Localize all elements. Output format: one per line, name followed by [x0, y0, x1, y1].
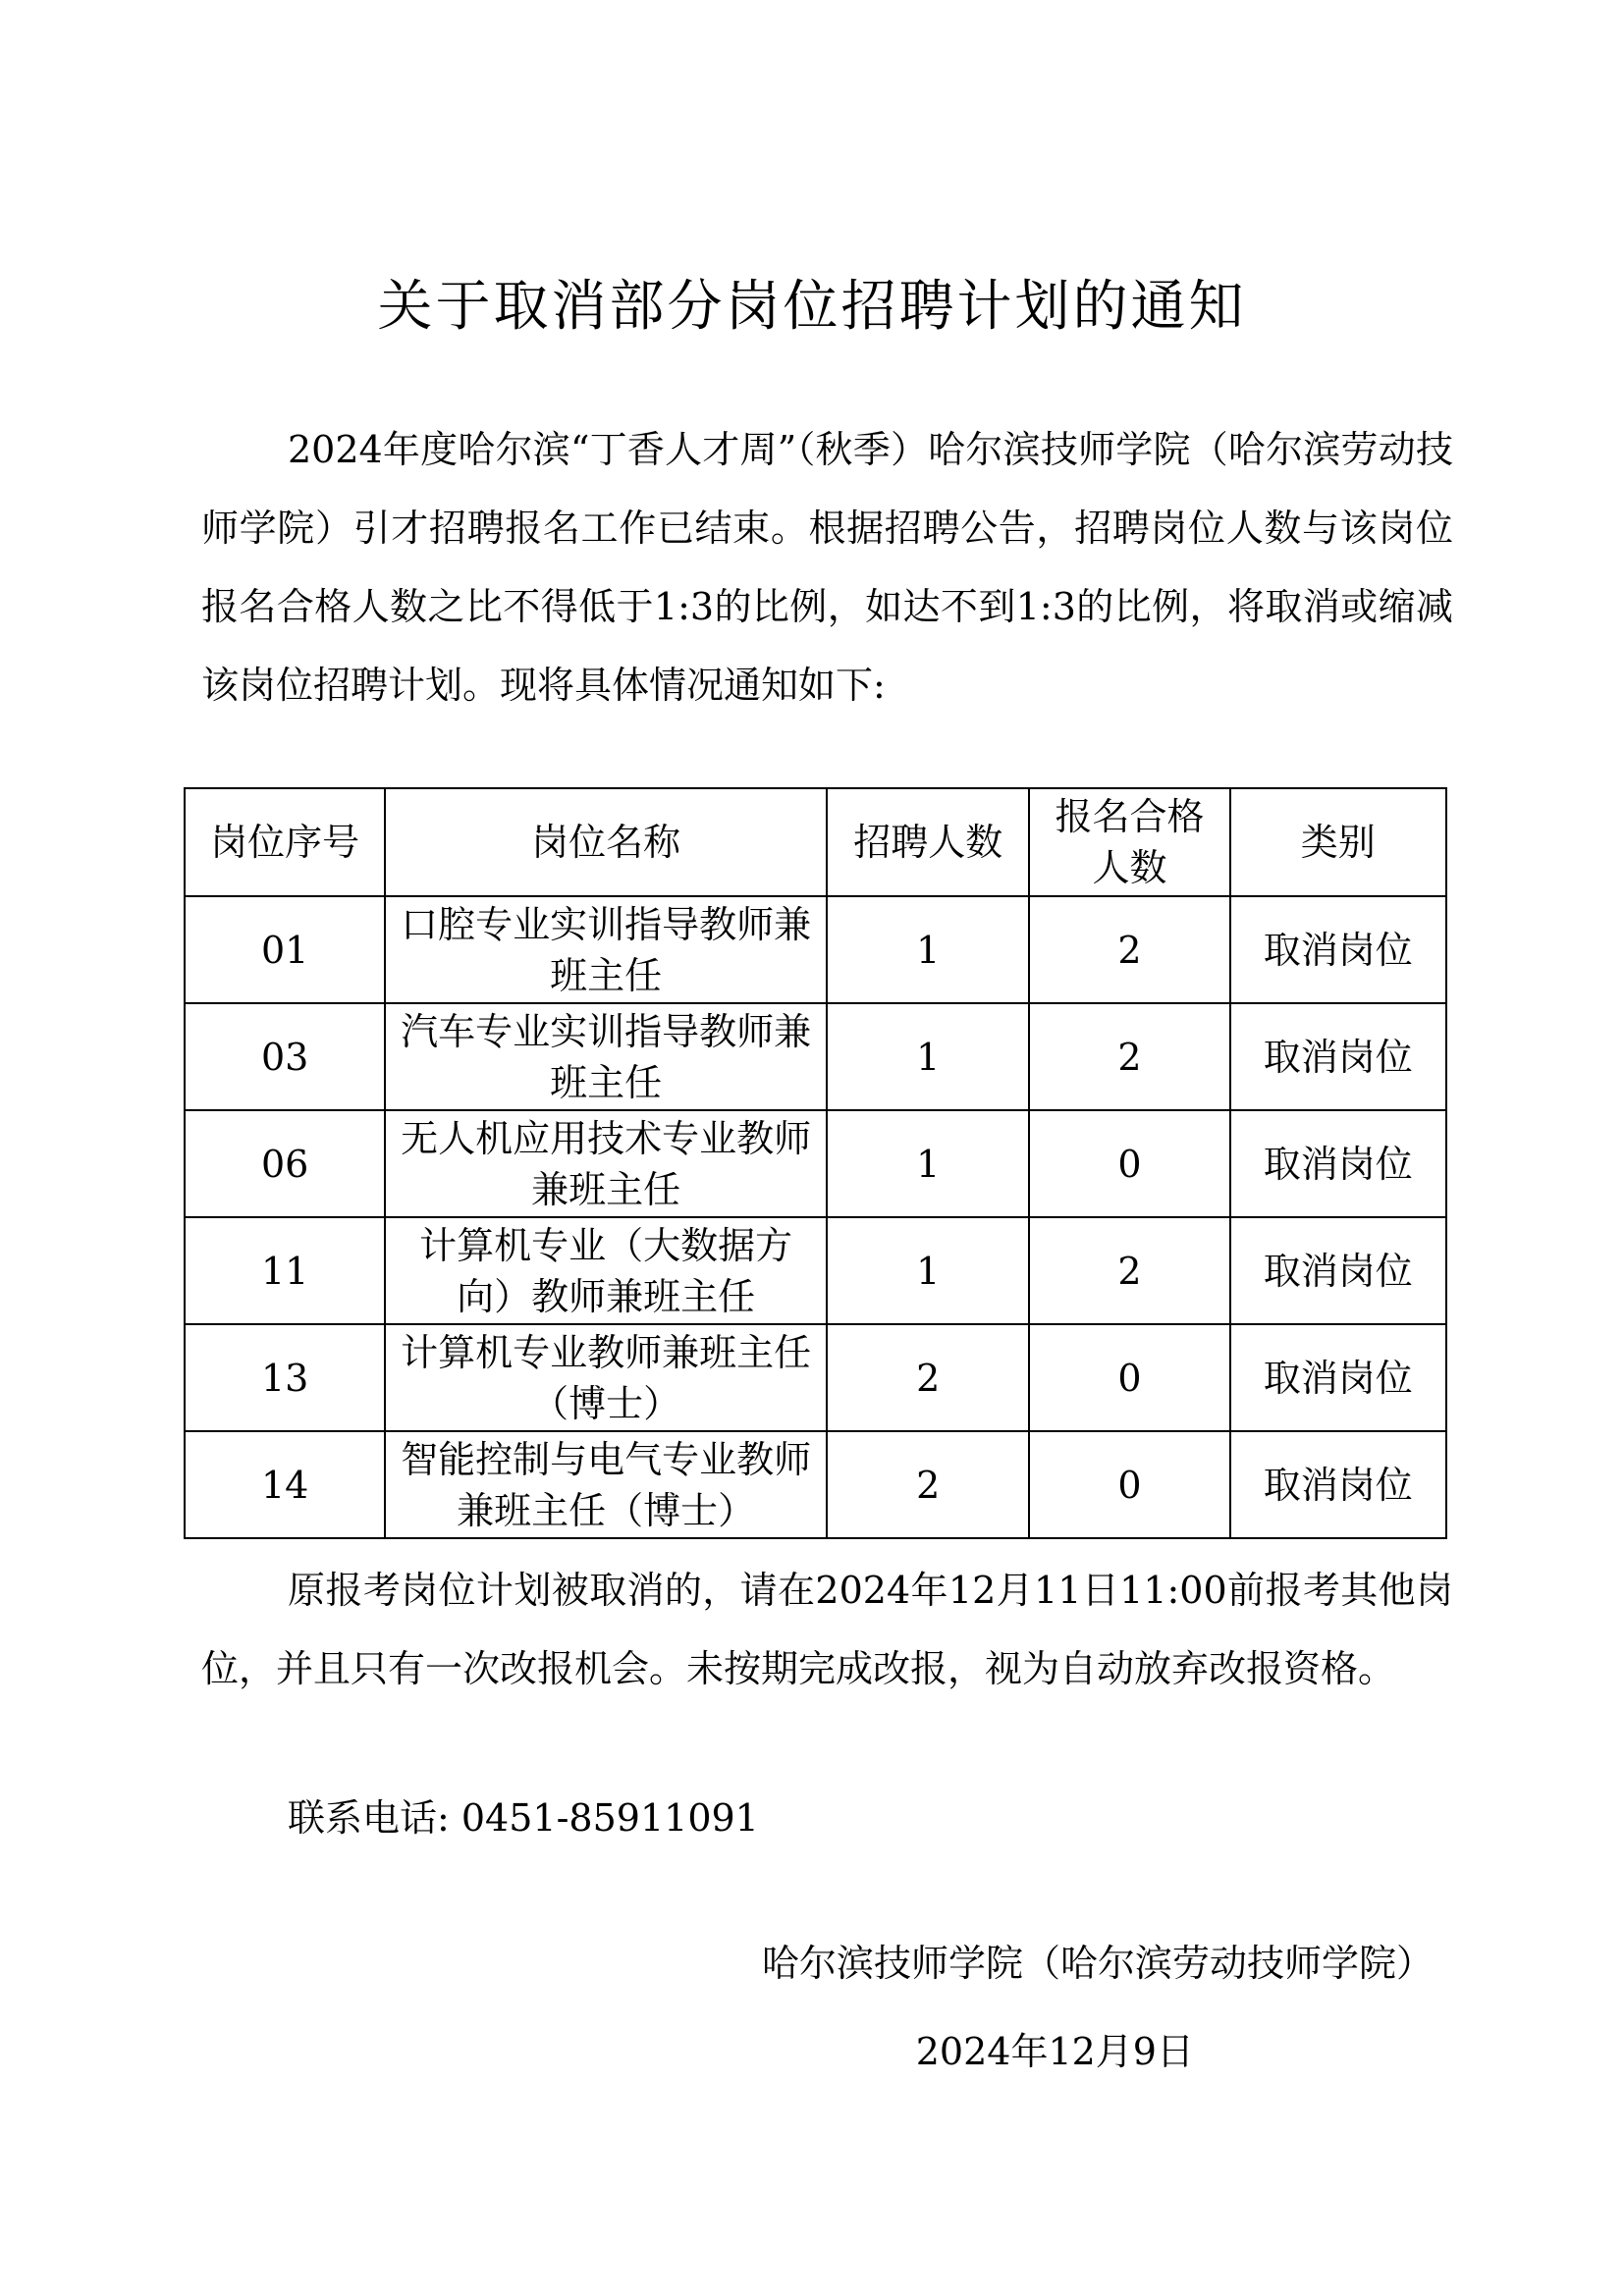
cell-hires: 1	[827, 896, 1029, 1003]
cell-applicants: 2	[1029, 1217, 1229, 1324]
cell-position-number: 11	[185, 1217, 385, 1324]
cell-applicants: 2	[1029, 1003, 1229, 1110]
contact-phone: 联系电话: 0451-85911091	[288, 1796, 759, 1840]
cell-hires: 2	[827, 1431, 1029, 1538]
cell-applicants: 0	[1029, 1110, 1229, 1217]
cell-position-number: 01	[185, 896, 385, 1003]
cell-position-name: 计算机专业教师兼班主任（博士）	[385, 1324, 827, 1431]
cell-hires: 2	[827, 1324, 1029, 1431]
table-row	[185, 1110, 1446, 1217]
cell-position-name: 计算机专业（大数据方向）教师兼班主任	[385, 1217, 827, 1324]
cell-position-number: 06	[185, 1110, 385, 1217]
cell-category: 取消岗位	[1230, 1110, 1446, 1217]
header-hires: 招聘人数	[827, 788, 1029, 896]
table-row	[185, 1003, 1446, 1110]
header-position-name: 岗位名称	[385, 788, 827, 896]
table-row	[185, 1324, 1446, 1431]
table-header-row	[185, 788, 1446, 896]
header-category: 类别	[1230, 788, 1446, 896]
issuer-signature: 哈尔滨技师学院（哈尔滨劳动技师学院）	[761, 1942, 1434, 1985]
reapply-paragraph: 原报考岗位计划被取消的，请在2024年12月11日11:00前报考其他岗位，并且只有一次改报机会。未按期完成改报，视为自动放弃改报资格。	[201, 1569, 1453, 1690]
cell-hires: 1	[827, 1110, 1029, 1217]
cell-category: 取消岗位	[1230, 1003, 1446, 1110]
table-row	[185, 1217, 1446, 1324]
cell-position-name: 无人机应用技术专业教师兼班主任	[385, 1110, 827, 1217]
positions-table	[184, 787, 1447, 1539]
cell-hires: 1	[827, 1003, 1029, 1110]
cell-position-number: 14	[185, 1431, 385, 1538]
cell-category: 取消岗位	[1230, 1431, 1446, 1538]
cell-applicants: 0	[1029, 1324, 1229, 1431]
cell-applicants: 2	[1029, 896, 1229, 1003]
cell-position-name: 智能控制与电气专业教师兼班主任（博士）	[385, 1431, 827, 1538]
cell-category: 取消岗位	[1230, 1324, 1446, 1431]
cell-category: 取消岗位	[1230, 896, 1446, 1003]
header-applicants: 报名合格人数	[1029, 788, 1229, 896]
cell-position-name: 口腔专业实训指导教师兼班主任	[385, 896, 827, 1003]
cell-position-number: 13	[185, 1324, 385, 1431]
document-title: 关于取消部分岗位招聘计划的通知	[377, 275, 1247, 339]
cell-position-name: 汽车专业实训指导教师兼班主任	[385, 1003, 827, 1110]
table-row	[185, 896, 1446, 1003]
cell-position-number: 03	[185, 1003, 385, 1110]
cell-hires: 1	[827, 1217, 1029, 1324]
header-position-number: 岗位序号	[185, 788, 385, 896]
cell-applicants: 0	[1029, 1431, 1229, 1538]
issue-date: 2024年12月9日	[915, 2030, 1194, 2073]
cell-category: 取消岗位	[1230, 1217, 1446, 1324]
table-row	[185, 1431, 1446, 1538]
intro-paragraph: 2024年度哈尔滨“丁香人才周”（秋季）哈尔滨技师学院（哈尔滨劳动技师学院）引才招聘报名工作已结束。根据招聘公告，招聘岗位人数与该岗位报名合格人数之比不得低于1:3的比例，如达不到1:3的比例，将取消或缩减该岗位招聘计划。现将具体情况通知如下:	[201, 428, 1453, 707]
